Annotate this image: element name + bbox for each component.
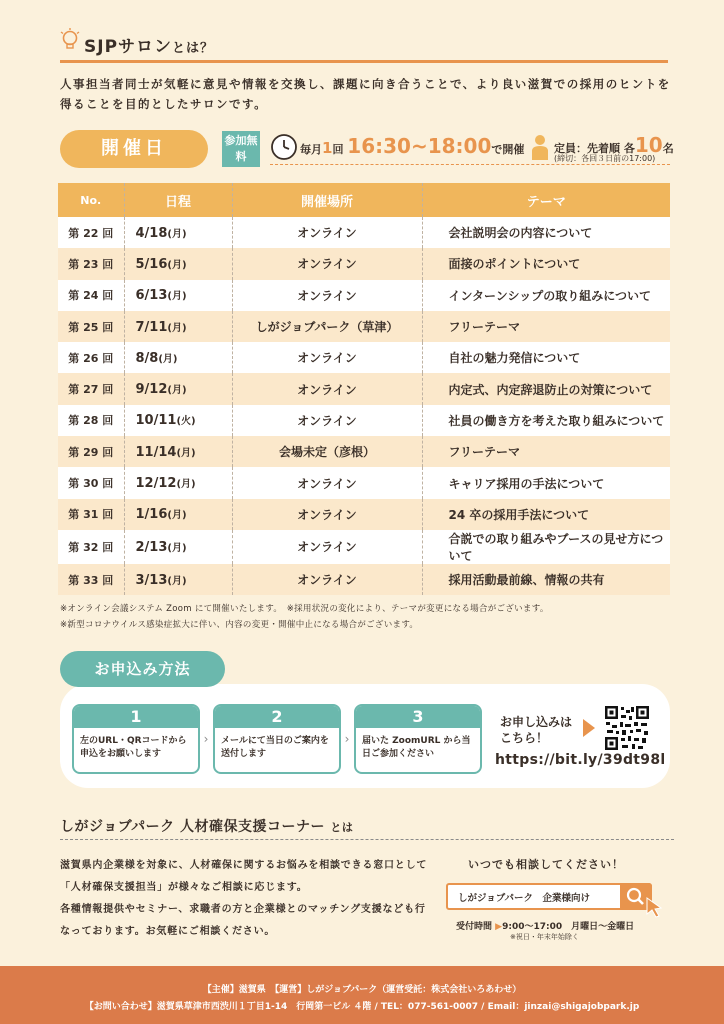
footer [0, 966, 724, 1024]
table-row [58, 499, 670, 530]
table-header-row [58, 183, 670, 217]
apply-cta [500, 714, 572, 746]
chevron-right-icon: › [203, 732, 209, 746]
cell-date: 10/11(火) [124, 405, 232, 436]
corner-body-1: 滋賀県内企業様を対象に、人材確保に関するお悩みを相談できる窓口として「人材確保支援担当」が様々なご相談に応じます。 [60, 860, 428, 893]
business-hours: 受付時間 ▶9:00～17:00 月曜日～金曜日 [456, 922, 635, 932]
kaisai-label: 開催日 [60, 130, 208, 168]
corner-body [60, 855, 430, 943]
business-hours-note: ※祝日・年末年始除く [510, 933, 579, 941]
cell-no: 第 26 回 [58, 342, 124, 373]
corner-title: しがジョブパーク 人材確保支援コーナー とは [60, 819, 354, 835]
cell-place: オンライン [232, 248, 422, 279]
cell-date: 3/13(月) [124, 564, 232, 595]
title-underline [60, 60, 668, 63]
cell-place: しがジョブパーク（草津） [232, 311, 422, 342]
note-1: ※オンライン会議システム Zoom にて開催いたします。 ※採用状況の変化により、テーマが変更になる場合がございます。 [60, 604, 549, 614]
cell-no: 第 22 回 [58, 217, 124, 248]
cell-theme: 面接のポイントについて [422, 248, 670, 279]
cell-date: 6/13(月) [124, 280, 232, 311]
cell-theme: キャリア採用の手法について [422, 467, 670, 498]
table-row [58, 405, 670, 436]
cell-theme: 24 卒の採用手法について [422, 499, 670, 530]
cell-no: 第 28 回 [58, 405, 124, 436]
step-number: 3 [356, 706, 480, 728]
consult-text: いつでも相談してください！ [468, 858, 624, 871]
lightbulb-icon [60, 28, 80, 52]
clock-icon [270, 133, 298, 161]
cell-place: オンライン [232, 467, 422, 498]
cell-date: 7/11(月) [124, 311, 232, 342]
cell-theme: フリーテーマ [422, 311, 670, 342]
step-number: 2 [215, 706, 339, 728]
cell-place: オンライン [232, 217, 422, 248]
person-icon [531, 134, 549, 160]
cell-no: 第 25 回 [58, 311, 124, 342]
step-1 [72, 704, 200, 774]
cell-theme: 合説での取り組みやブースの見せ方について [422, 530, 670, 564]
cell-place: オンライン [232, 564, 422, 595]
table-row [58, 564, 670, 595]
header-theme: テーマ [422, 183, 670, 217]
cell-theme: 会社説明会の内容について [422, 217, 670, 248]
apply-url[interactable]: https://bit.ly/39dt98l [495, 752, 666, 768]
step-text: メールにて当日のご案内を送付します [221, 736, 329, 759]
table-row [58, 373, 670, 404]
arrow-right-icon [583, 719, 595, 737]
cell-theme: 内定式、内定辞退防止の対策について [422, 373, 670, 404]
table-row [58, 311, 670, 342]
step-text: 左のURL・QRコードから申込をお願いします [80, 736, 187, 759]
footer-contact: 【お問い合わせ】滋賀県草津市西渋川１丁目1-14 行岡第一ビル ４階 / TEL：077-561-0007 / Email：jinzai@shigajobpark.jp [84, 1002, 640, 1012]
header-no: No. [58, 183, 124, 217]
cell-place: オンライン [232, 530, 422, 564]
cell-date: 8/8(月) [124, 342, 232, 373]
step-2 [213, 704, 341, 774]
cell-no: 第 29 回 [58, 436, 124, 467]
apply-title: お申込み方法 [60, 651, 225, 687]
search-query: しがジョブパーク 企業様向け [458, 893, 591, 904]
corner-divider [60, 839, 674, 840]
cell-no: 第 30 回 [58, 467, 124, 498]
table-row [58, 467, 670, 498]
footer-organizer: 【主催】滋賀県 【運営】しがジョブパーク（運営受託：株式会社いろあわせ） [202, 985, 522, 995]
header-place: 開催場所 [232, 183, 422, 217]
table-row [58, 217, 670, 248]
cell-place: オンライン [232, 373, 422, 404]
qr-code-icon[interactable] [604, 705, 650, 751]
cell-place: オンライン [232, 342, 422, 373]
table-row [58, 436, 670, 467]
apply-cta-line1: お申し込みは [500, 715, 573, 729]
cell-date: 12/12(月) [124, 467, 232, 498]
cell-no: 第 33 回 [58, 564, 124, 595]
apply-cta-line2: こちら！ [500, 731, 549, 745]
capacity-text: 定員：先着順 各10名 [554, 133, 674, 157]
cell-theme: インターンシップの取り組みについて [422, 280, 670, 311]
table-row [58, 248, 670, 279]
cell-theme: フリーテーマ [422, 436, 670, 467]
table-row [58, 342, 670, 373]
schedule-table [58, 183, 670, 595]
chevron-right-icon: › [344, 732, 350, 746]
free-badge: 参加無料 [222, 131, 260, 167]
table-row [58, 530, 670, 564]
cell-date: 11/14(月) [124, 436, 232, 467]
header-date: 日程 [124, 183, 232, 217]
page-title: SJPサロンとは？ [84, 37, 215, 57]
cell-place: オンライン [232, 499, 422, 530]
capacity-note: (締切：各回３日前の17:00) [554, 154, 656, 163]
cell-date: 4/18(月) [124, 217, 232, 248]
cell-theme: 自社の魅力発信について [422, 342, 670, 373]
cell-date: 9/12(月) [124, 373, 232, 404]
step-text: 届いた ZoomURL から当日ご参加ください [362, 736, 471, 759]
info-divider [270, 164, 670, 165]
cell-no: 第 23 回 [58, 248, 124, 279]
cell-date: 5/16(月) [124, 248, 232, 279]
cell-theme: 採用活動最前線、情報の共有 [422, 564, 670, 595]
cell-place: 会場未定（彦根） [232, 436, 422, 467]
cell-theme: 社員の働き方を考えた取り組みについて [422, 405, 670, 436]
cell-date: 1/16(月) [124, 499, 232, 530]
cell-no: 第 24 回 [58, 280, 124, 311]
schedule-text: 毎月1回 16:30~18:00で開催 [300, 134, 525, 158]
cell-place: オンライン [232, 280, 422, 311]
cell-no: 第 32 回 [58, 530, 124, 564]
step-number: 1 [74, 706, 198, 728]
step-3 [354, 704, 482, 774]
cell-place: オンライン [232, 405, 422, 436]
cursor-icon [645, 896, 665, 918]
note-2: ※新型コロナウイルス感染症拡大に伴い、内容の変更・開催中止になる場合がございます。 [60, 620, 419, 630]
corner-body-2: 各種情報提供やセミナー、求職者の方と企業様とのマッチング支援なども行なっております。お気軽にご相談ください。 [60, 904, 426, 937]
cell-no: 第 31 回 [58, 499, 124, 530]
cell-date: 2/13(月) [124, 530, 232, 564]
table-row [58, 280, 670, 311]
cell-no: 第 27 回 [58, 373, 124, 404]
intro-text: 人事担当者同士が気軽に意見や情報を交換し、課題に向き合うことで、より良い滋賀での採用のヒントを得ることを目的としたサロンです。 [60, 77, 671, 111]
